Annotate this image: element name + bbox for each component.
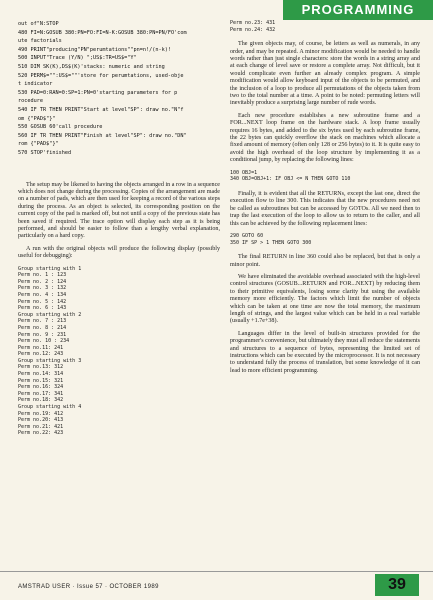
right-body-text-1 (230, 41, 420, 165)
output-line: Perm no. 2 : 124 (18, 278, 67, 285)
output-line: Perm no. 8 : 214 (18, 324, 67, 331)
output-line: Perm no. 3 : 132 (18, 285, 67, 292)
code-line: 340 OBJ=OBJ+1: IF OBJ <= N THEN GOTO 110 (230, 176, 351, 183)
output-line: Perm no.24: 432 (230, 26, 276, 33)
output-line: Perm no.16: 324 (18, 384, 64, 391)
code-line: ute factorials (18, 38, 62, 45)
output-line: Group starting with 2 (18, 311, 82, 318)
permutation-output (18, 266, 220, 437)
code-line: 560 IF TR THEN PRINT"Finish at level"SP": draw no."DN" (18, 132, 187, 139)
paragraph: The given objects may, of course, be letters as well as numerals, in any order, and may be repeated. A minor modification would be needed to handle words rather than just single characters: store the words in a string array and at each change of level save or restore a complete array. Not difficult, but it would complicate even further an already complex program. A simple modification would allow keyboard input of the objects to be permuted, and the inclusion of a loop to produce all permutations of the objects taken from two to the total number at a time. A point to be noted: permuting letters will inevitably produce a surprising large number of rude words. (230, 41, 420, 107)
output-line: Perm no.20: 413 (18, 417, 64, 424)
output-line: Group starting with 4 (18, 404, 82, 411)
program-listing (18, 20, 220, 158)
code-line: 530 PAD=0:RAN=0:SP=1:PN=0'starting parameters for p (18, 89, 178, 96)
output-line: Perm no.11: 241 (18, 344, 64, 351)
code-line: rom {"PAD$"}" (18, 141, 59, 148)
code-line: rocedure (18, 98, 43, 105)
output-line: Perm no.13: 312 (18, 364, 64, 371)
publication-info: AMSTRAD USER · Issue 57 · OCTOBER 1989 (18, 584, 159, 590)
output-line: Perm no.15: 321 (18, 377, 64, 384)
paragraph: Languages differ in the level of built-in structures provided for the programmer's convenience, but ultimately they must all reduce the statements and structures to a sequence of bytes, representing the limited set of instructions which can be executed by the microprocessor. It is not necessary to understand fully the process of translation, but some knowledge of it can lead to more efficient programming. (230, 330, 420, 374)
output-line: Perm no.19: 412 (18, 410, 64, 417)
output-line: Perm no.14: 314 (18, 371, 64, 378)
code-line: 520 PERM$="":US$=""'store for perumtations, used-obje (18, 72, 184, 79)
paragraph: We have eliminated the avoidable overhead associated with the high-level control structures (GOSUB...RETURN and FOR...NEXT) by reducing them to their primitive equivalents, losing some clarity but using the available memory more efficiently. The factors which limit the number of objects which can be taken at one time are now the total memory, the maximum length of strings, and the largest value which can be held in a real variable (usually +1.7e+38). (230, 273, 420, 325)
paragraph: The setup may be likened to having the objects arranged in a row in a sequence which does not change during the processing. Copies of the arrangement are made on a number of pads, which are then used for keeping a record of the various steps during the process. As an object is selected, its corresponding position on the current copy of the pad is marked off, but not until a copy of the previous state has been saved if required. The trace option will display each step as it is being performed, and should be easier to follow than a lengthy verbal explanation, particularly on a hard copy. (18, 181, 220, 240)
code-line: t indicator (18, 81, 53, 88)
page-number: 39 (375, 574, 419, 596)
code-line: 290 GOTO 60 (230, 232, 264, 239)
issue-info: Issue 57 · OCTOBER 1989 (77, 584, 159, 590)
right-body-text-2 (230, 191, 420, 228)
code-line: 480 FI=N:GOSUB 380:PN=FO:FI=N-K:GOSUB 380:PN=PN/FO'com (18, 29, 187, 36)
output-line: Perm no.18: 342 (18, 397, 64, 404)
code-line: out of"N:STOP (18, 21, 59, 27)
output-line: Perm no. 6 : 143 (18, 305, 67, 312)
section-header: PROGRAMMING (283, 0, 433, 20)
code-line: 510 DIM SK(K),DS$(K)'stacks: numeric and string (18, 63, 165, 70)
output-line: Perm no. 5 : 142 (18, 298, 67, 305)
permutation-output-continued (230, 20, 420, 33)
output-line: Group starting with 3 (18, 357, 82, 364)
right-body-text-3 (230, 254, 420, 375)
output-line: Perm no.17: 341 (18, 390, 64, 397)
code-line: 570 STOP'finished (18, 149, 72, 156)
replacement-lines-1 (230, 170, 420, 183)
code-line: 100 OBJ=1 (230, 169, 258, 176)
output-line: Perm no. 10 : 234 (18, 338, 70, 345)
left-column (18, 20, 220, 437)
replacement-lines-2 (230, 233, 420, 246)
code-line: 500 INPUT"Trace (Y/N) ";US$:TR=US$="Y" (18, 55, 137, 62)
publication-name: AMSTRAD USER (18, 584, 71, 590)
output-line: Perm no. 1 : 123 (18, 272, 67, 279)
output-line: Perm no. 7 : 213 (18, 318, 67, 325)
output-line: Perm no.23: 431 (230, 20, 276, 26)
output-line: Perm no.21: 421 (18, 423, 64, 430)
code-line: 350 IF SP > 1 THEN GOTO 300 (230, 239, 312, 246)
output-line: Perm no. 9 : 231 (18, 331, 67, 338)
output-line: Perm no.22: 423 (18, 430, 64, 437)
code-line: om {"PAD$"}" (18, 115, 56, 122)
output-line: Group starting with 1 (18, 265, 82, 272)
left-body-text (18, 182, 220, 261)
output-line: Perm no. 4 : 134 (18, 291, 67, 298)
code-line: 490 PRINT"producing"PN"perumtations""pn=n!/(n-k)! (18, 46, 172, 53)
page-footer (0, 571, 433, 600)
paragraph: Finally, it is evident that all the RETURNs, except the last one, direct the execution flow to line 300. This indicates that the new procedures need not be called as subroutines but can be accessed by GOTOs. All we need then to trap the last execution of the loop to allow us to return to the caller, and all this can be achieved by the following replacement lines: (230, 190, 420, 227)
paragraph: A run with the original objects will produce the following display (possibly useful for debugging): (18, 245, 220, 260)
paragraph: The final RETURN in line 360 could also be replaced, but that is only a minor point. (230, 254, 420, 268)
output-line: Perm no.12: 243 (18, 351, 64, 358)
code-line: 550 GOSUB 60'call procedure (18, 124, 103, 131)
paragraph: Each new procedure establishes a new subroutine frame and a FOR...NEXT loop frame on the hardware stack. A loop frame usually requires 16 bytes, and added to the six bytes used by each subroutine frame, the 22 bytes can quickly overflow the stack on machines which allocate a fixed amount of memory (often only 128 or 256 bytes) to it. It is quite easy to avoid the high overhead of the loop structure by implementing it as a conditional jump, by replacing the following lines: (230, 112, 420, 164)
code-line: 540 IF TR THEN PRINT"Start at level"SP": draw no."N"f (18, 106, 184, 113)
right-column (230, 20, 420, 380)
